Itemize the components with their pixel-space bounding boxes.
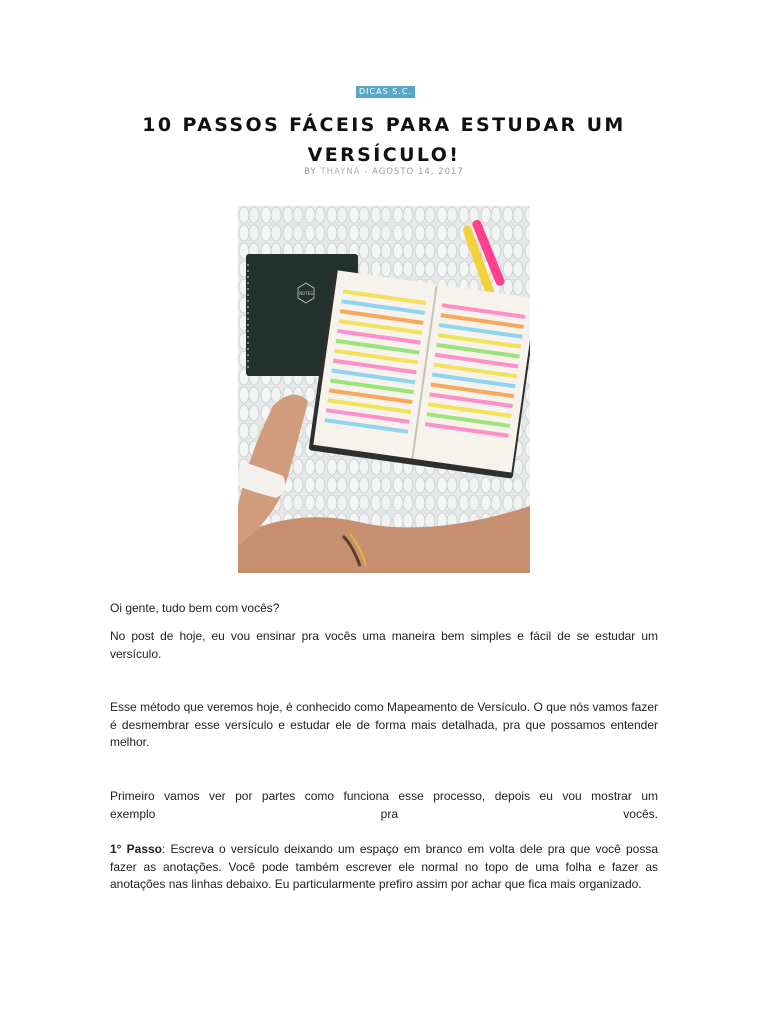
- byline-separator: -: [364, 167, 369, 177]
- post-photo: [238, 206, 530, 573]
- post-title: 10 PASSOS FÁCEIS PARA ESTUDAR UM VERSÍCULO!: [142, 114, 626, 166]
- category-tag[interactable]: DICAS S.C.: [356, 86, 415, 98]
- paragraph-overview: [110, 788, 658, 823]
- overview-word-1: exemplo: [110, 806, 156, 821]
- author-link[interactable]: THAYNÁ: [320, 167, 361, 177]
- open-bible: [309, 270, 530, 479]
- overview-line-1: Primeiro vamos ver por partes como funciona esse processo, depois eu vou mostrar um: [110, 789, 658, 803]
- post-byline: [0, 167, 768, 177]
- overview-word-2: pra: [380, 806, 398, 821]
- byline-prefix: BY: [304, 167, 317, 177]
- paragraph-greeting: Oi gente, tudo bem com vocês?: [110, 601, 280, 615]
- paragraph-intro: No post de hoje, eu vou ensinar pra vocês uma maneira bem simples e fácil de se estudar um versículo.: [110, 629, 658, 661]
- post-date: AGOSTO 14, 2017: [372, 167, 464, 177]
- overview-word-3: vocês.: [623, 806, 658, 821]
- paragraph-method: Esse método que veremos hoje, é conhecido como Mapeamento de Versículo. O que nós vamos fazer é desmembrar esse versículo e estudar ele de forma mais detalhada, pra que possamos entender melhor.: [110, 700, 658, 749]
- step-1-text: : Escreva o versículo deixando um espaço em branco em volta dele pra que você possa fazer as anotações. Você pode também escrever ele normal no topo de uma folha e fazer as anotações nas linhas debaixo. Eu particularmente prefiro assim por achar que fica mais organizado.: [110, 842, 658, 891]
- overview-line-2: [110, 806, 658, 824]
- notebook-label: NOTES: [299, 291, 313, 296]
- step-1-label: 1° Passo: [110, 842, 163, 856]
- paragraph-step-1: [110, 841, 658, 894]
